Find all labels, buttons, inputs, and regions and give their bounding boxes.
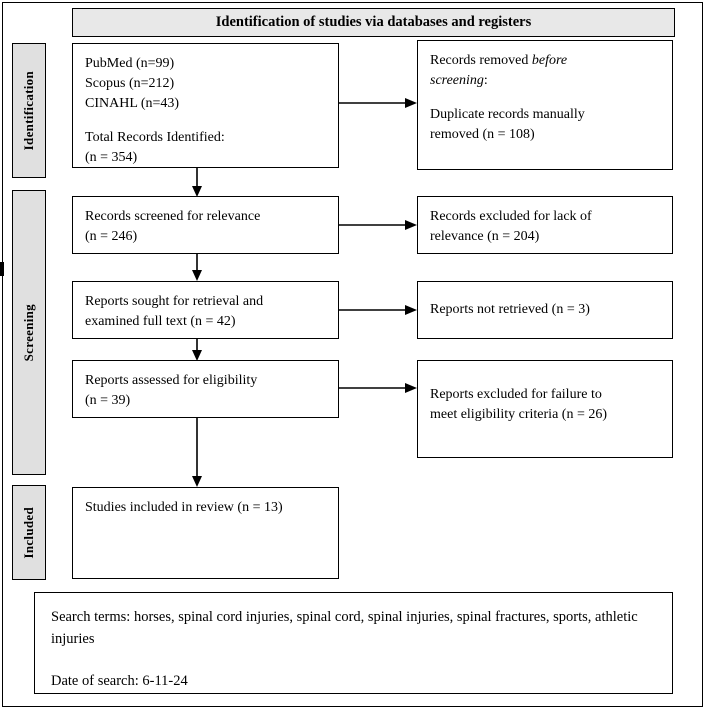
box-reports-excluded	[417, 360, 673, 458]
records-screened-line1: Records screened for relevance	[85, 209, 261, 224]
box-reports-not-retrieved	[417, 281, 673, 339]
box-records-removed	[417, 40, 673, 170]
arrow-sought-to-assessed	[190, 339, 204, 362]
records-removed-heading-italic2: screening	[430, 72, 484, 88]
reports-sought-line2: examined full text (n = 42)	[85, 313, 236, 329]
box-records-excluded	[417, 196, 673, 254]
reports-not-retrieved-line1: Reports not retrieved (n = 3)	[430, 302, 590, 317]
arrow-screened-to-excluded	[339, 218, 419, 232]
stage-screening	[12, 190, 46, 475]
arrow-assessed-to-included	[190, 418, 204, 488]
reports-assessed-line1: Reports assessed for eligibility	[85, 373, 258, 388]
box-records-identified	[72, 43, 339, 168]
box-records-screened	[72, 196, 339, 254]
footer-search-details	[34, 592, 673, 694]
records-identified-pubmed: PubMed (n=99)	[85, 56, 175, 71]
stage-included	[12, 485, 46, 580]
duplicates-removed-line2: removed (n = 108)	[430, 126, 535, 142]
records-screened-line2: (n = 246)	[85, 228, 138, 244]
banner-label: Identification of studies via databases and registers	[215, 14, 532, 30]
box-reports-assessed	[72, 360, 339, 418]
records-excluded-line1: Records excluded for lack of	[430, 209, 592, 224]
diagram-banner-title	[72, 8, 675, 37]
records-removed-heading-prefix: Records removed	[430, 53, 532, 68]
footer-search-terms: Search terms: horses, spinal cord injuries, spinal cord, spinal injuries, spinal fractures, sports, athletic injuries	[51, 609, 638, 647]
arrow-identified-to-removed	[339, 96, 419, 110]
records-removed-heading	[430, 51, 660, 71]
records-identified-total-value: (n = 354)	[85, 149, 138, 165]
reports-excluded-line2: meet eligibility criteria (n = 26)	[430, 406, 608, 422]
records-identified-scopus: Scopus (n=212)	[85, 75, 175, 91]
reports-assessed-line2: (n = 39)	[85, 392, 131, 408]
arrow-sought-to-not-retrieved	[339, 303, 419, 317]
reports-excluded-line1: Reports excluded for failure to	[430, 387, 602, 402]
box-studies-included	[72, 487, 339, 579]
records-identified-cinahl: CINAHL (n=43)	[85, 95, 180, 111]
stage-identification	[12, 43, 46, 178]
records-removed-heading-colon: :	[483, 72, 488, 88]
box-reports-sought	[72, 281, 339, 339]
records-excluded-line2: relevance (n = 204)	[430, 228, 540, 244]
arrow-screened-to-sought	[190, 254, 204, 282]
stage-included-label: Included	[21, 506, 36, 559]
records-removed-heading-italic: before	[531, 53, 568, 68]
arrow-assessed-to-excluded	[339, 381, 419, 395]
studies-included-line1: Studies included in review (n = 13)	[85, 500, 283, 515]
footer-date-of-search: Date of search: 6-11-24	[51, 672, 188, 689]
left-edge-mark	[0, 262, 4, 276]
reports-sought-line1: Reports sought for retrieval and	[85, 294, 264, 309]
arrow-identified-to-screened	[190, 168, 204, 198]
stage-identification-label: Identification	[21, 70, 36, 151]
stage-screening-label: Screening	[21, 303, 36, 362]
records-removed-heading-2	[430, 71, 660, 91]
records-identified-total-label: Total Records Identified:	[85, 129, 225, 145]
duplicates-removed-line1: Duplicate records manually	[430, 106, 585, 122]
